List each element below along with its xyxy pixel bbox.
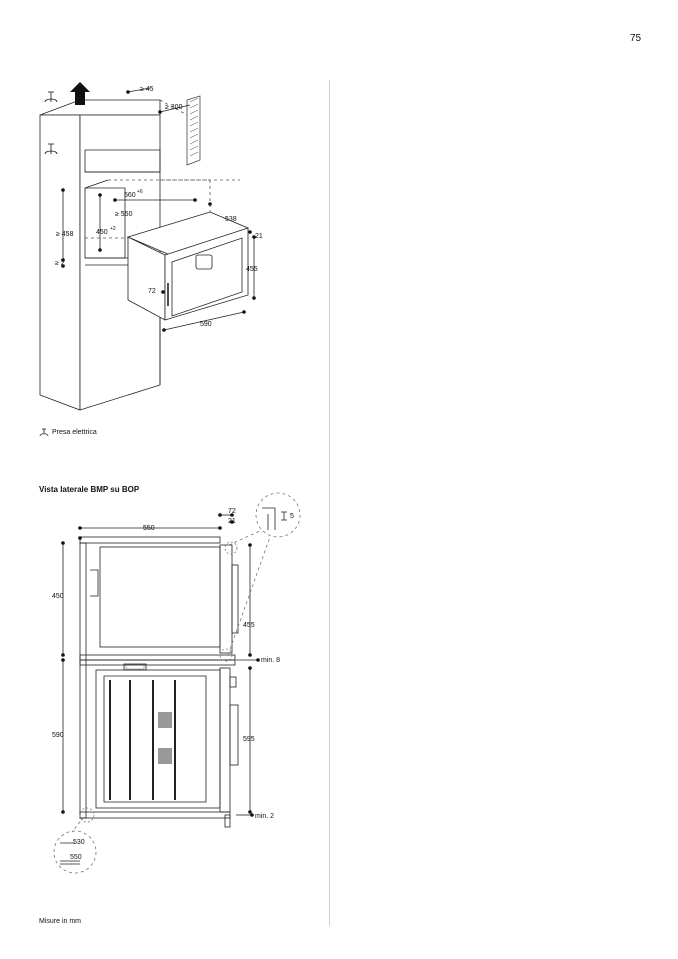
dim-detail-5: 5: [290, 513, 294, 520]
dim-offset: 72: [148, 288, 156, 295]
legend-label: Presa elettrica: [52, 429, 97, 436]
dim-detail-530: 530: [73, 839, 85, 846]
dim-detail-550: 550: [70, 854, 82, 861]
dim-bottom-min: min. 2: [255, 813, 275, 820]
dim-niche-width-tol: +6: [137, 189, 143, 195]
dim-height: 455: [246, 266, 258, 273]
dim-niche-depth: ≥ 550: [115, 211, 133, 218]
footer-note: Misure in mm: [39, 918, 82, 925]
side-view-figure: [0, 0, 330, 900]
dim-depth-550: 550: [143, 525, 155, 532]
dim-niche-height: 450: [96, 229, 108, 236]
dim-lower-height: 590: [52, 732, 64, 739]
dim-upper-front: 21: [228, 518, 236, 525]
dim-rear-clearance: ≥ 300: [165, 104, 183, 111]
dim-niche-width: 560: [124, 192, 136, 199]
dim-upper-offset: 72: [228, 508, 236, 515]
section-title: Vista laterale BMP su BOP: [39, 485, 140, 494]
dim-niche-total: ≥ 458: [56, 231, 74, 238]
dim-width: 590: [200, 321, 212, 328]
page-number: 75: [630, 33, 642, 44]
dim-gap-min: min. 8: [261, 657, 281, 664]
dim-gap-bottom: ≥ 2: [55, 260, 65, 267]
dim-upper-front-height: 455: [243, 622, 255, 629]
dim-depth: 538: [225, 216, 237, 223]
dim-niche-height-tol: +2: [110, 226, 116, 232]
dim-lower-front-height: 595: [243, 736, 255, 743]
dim-top-clearance: ≥ 45: [140, 86, 154, 93]
dim-upper-height: 450: [52, 593, 64, 600]
dim-front-thickness: 21: [255, 233, 263, 240]
